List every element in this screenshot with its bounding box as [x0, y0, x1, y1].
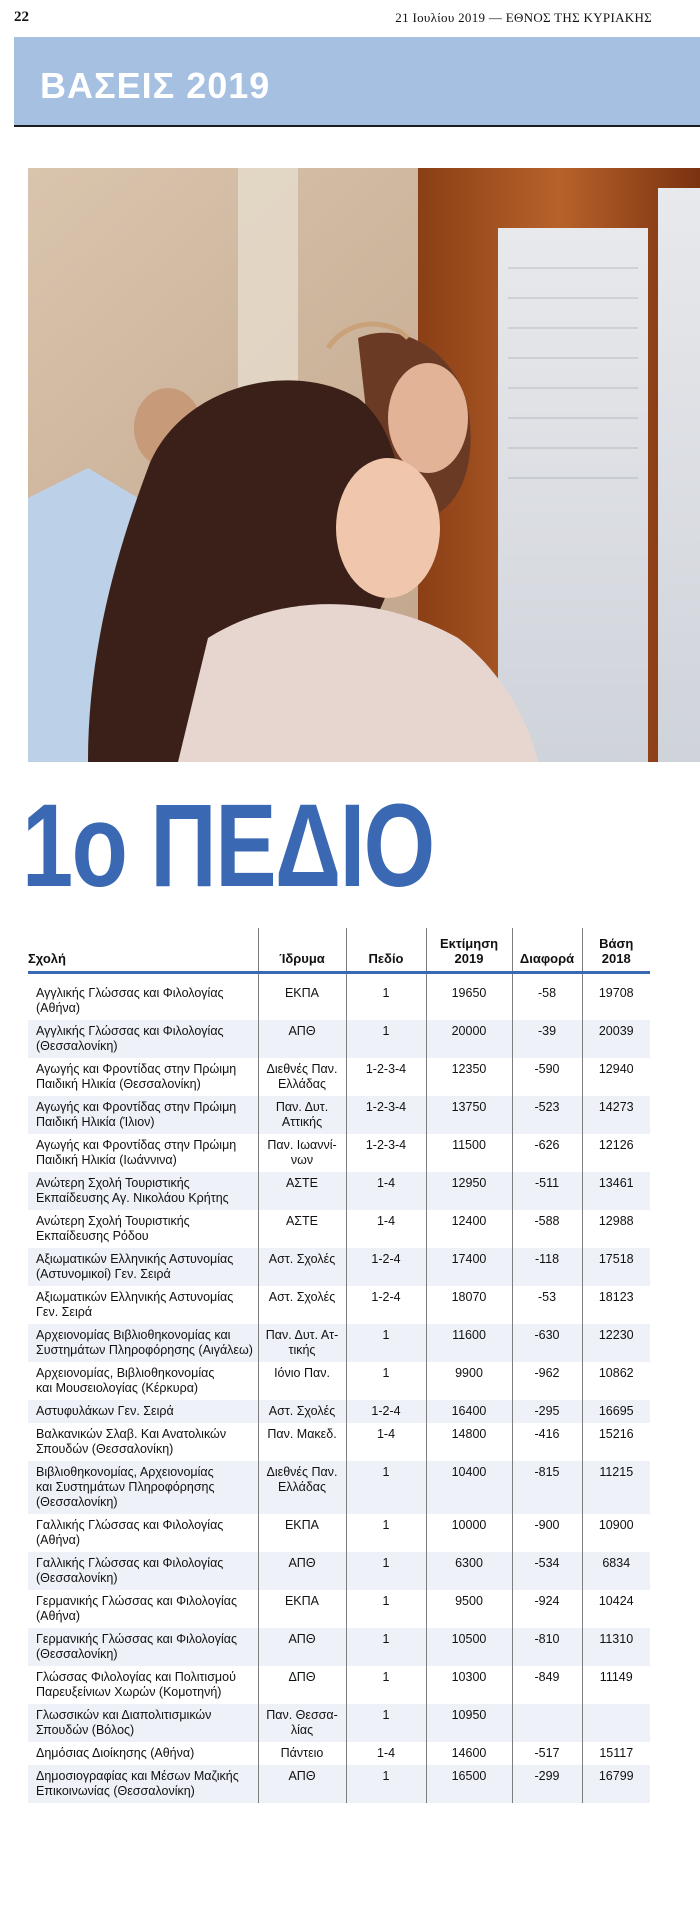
- institution-cell: ΑΠΘ: [258, 1020, 346, 1058]
- estimate-cell: 9900: [426, 1362, 512, 1400]
- institution-cell: Παν. Ιωαννί- νων: [258, 1134, 346, 1172]
- estimate-cell: 6300: [426, 1552, 512, 1590]
- difference-cell: -810: [512, 1628, 582, 1666]
- field-cell: 1: [346, 1666, 426, 1704]
- table-row: [28, 1210, 650, 1248]
- estimate-cell: 10500: [426, 1628, 512, 1666]
- table-row: [28, 1362, 650, 1400]
- table-row: [28, 1134, 650, 1172]
- school-cell: Αξιωματικών Ελληνικής Αστυνομίας (Αστυνομικοί) Γεν. Σειρά: [28, 1248, 258, 1286]
- field-cell: 1-4: [346, 1423, 426, 1461]
- school-cell: Βαλκανικών Σλαβ. Και Ανατολικών Σπουδών (Θεσσαλονίκη): [36, 1427, 227, 1456]
- institution-cell: ΑΠΘ: [258, 1628, 346, 1666]
- estimate-cell: 12400: [426, 1210, 512, 1248]
- table-header-row: [28, 928, 650, 973]
- base-cell: 14273: [582, 1096, 650, 1134]
- table-row: [28, 1590, 650, 1628]
- difference-cell: -962: [512, 1362, 582, 1400]
- bases-table: [28, 928, 650, 1803]
- institution-cell: ΔΠΘ: [258, 1666, 346, 1704]
- field-cell: 1: [346, 1765, 426, 1803]
- field-cell: 1-4: [346, 1172, 426, 1210]
- field-cell: 1: [346, 1324, 426, 1362]
- base-cell: 11215: [582, 1461, 650, 1514]
- base-cell: 12126: [582, 1134, 650, 1172]
- base-cell: [582, 1704, 650, 1742]
- table-row: [28, 1704, 650, 1742]
- table-row: [28, 1096, 650, 1134]
- base-cell: 12230: [582, 1324, 650, 1362]
- banner-title: ΒΑΣΕΙΣ 2019: [40, 65, 271, 106]
- difference-cell: -299: [512, 1765, 582, 1803]
- estimate-cell: 11600: [426, 1324, 512, 1362]
- institution-cell: ΑΣΤΕ: [258, 1210, 346, 1248]
- institution-cell: Παν. Δυτ. Ατ- τικής: [258, 1324, 346, 1362]
- field-cell: 1-2-4: [346, 1248, 426, 1286]
- difference-cell: -588: [512, 1210, 582, 1248]
- difference-cell: -534: [512, 1552, 582, 1590]
- field-cell: 1: [346, 1461, 426, 1514]
- difference-cell: -118: [512, 1248, 582, 1286]
- institution-cell: ΕΚΠΑ: [258, 1514, 346, 1552]
- table-row: [28, 1423, 650, 1461]
- difference-cell: -416: [512, 1423, 582, 1461]
- base-cell: 20039: [582, 1020, 650, 1058]
- table-row: [28, 1020, 650, 1058]
- estimate-cell: 17400: [426, 1248, 512, 1286]
- institution-cell: ΑΣΤΕ: [258, 1172, 346, 1210]
- difference-cell: -849: [512, 1666, 582, 1704]
- field-cell: 1: [346, 1590, 426, 1628]
- institution-cell: Αστ. Σχολές: [258, 1248, 346, 1286]
- table-row: [28, 1765, 650, 1803]
- col-institution-header: Ίδρυμα: [258, 928, 346, 973]
- difference-cell: -39: [512, 1020, 582, 1058]
- estimate-cell: 14600: [426, 1742, 512, 1765]
- base-cell: 15117: [582, 1742, 650, 1765]
- school-cell: Αξιωματικών Ελληνικής Αστυνομίας Γεν. Σειρά: [36, 1290, 234, 1319]
- field-cell: 1-2-4: [346, 1400, 426, 1423]
- estimate-cell: 13750: [426, 1096, 512, 1134]
- estimate-cell: 11500: [426, 1134, 512, 1172]
- table-body: [28, 973, 650, 1804]
- base-cell: 19708: [582, 973, 650, 1021]
- institution-cell: Παν. Θεσσα- λίας: [258, 1704, 346, 1742]
- field-title: 1ο ΠΕΔΙΟ: [22, 780, 434, 912]
- base-cell: 11310: [582, 1628, 650, 1666]
- table-row: [28, 1514, 650, 1552]
- field-cell: 1: [346, 1362, 426, 1400]
- table-row: [28, 1248, 650, 1286]
- field-cell: 1: [346, 1514, 426, 1552]
- title-banner: [14, 37, 700, 127]
- institution-cell: ΕΚΠΑ: [258, 973, 346, 1021]
- school-cell: Ανώτερη Σχολή Τουριστικής Εκπαίδευσης Ρόδου: [36, 1214, 190, 1243]
- base-cell: 11149: [582, 1666, 650, 1704]
- col-estimate-header: Εκτίμηση 2019: [426, 928, 512, 973]
- school-cell: Ανώτερη Σχολή Τουριστικής Εκπαίδευσης Αγ. Νικολάου Κρήτης: [28, 1172, 258, 1210]
- field-cell: 1: [346, 1628, 426, 1666]
- table-row: [28, 1058, 650, 1096]
- col-field-header: Πεδίο: [346, 928, 426, 973]
- col-school-header: Σχολή: [28, 928, 258, 973]
- school-cell: Γερμανικής Γλώσσας και Φιλολογίας (Θεσσαλονίκη): [28, 1628, 258, 1666]
- estimate-cell: 18070: [426, 1286, 512, 1324]
- field-cell: 1: [346, 1020, 426, 1058]
- difference-cell: -58: [512, 973, 582, 1021]
- base-cell: 10424: [582, 1590, 650, 1628]
- col-base-header: Βάση 2018: [582, 928, 650, 973]
- base-cell: 10862: [582, 1362, 650, 1400]
- table-row: [28, 1172, 650, 1210]
- institution-cell: Αστ. Σχολές: [258, 1286, 346, 1324]
- school-cell: Αγγλικής Γλώσσας και Φιλολογίας (Αθήνα): [36, 986, 224, 1015]
- base-cell: 16799: [582, 1765, 650, 1803]
- institution-cell: ΑΠΘ: [258, 1765, 346, 1803]
- estimate-cell: 16500: [426, 1765, 512, 1803]
- school-cell: Αγωγής και Φροντίδας στην Πρώιμη Παιδική Ηλικία (Ιωάννινα): [36, 1138, 237, 1167]
- base-cell: 10900: [582, 1514, 650, 1552]
- institution-cell: Διεθνές Παν. Ελλάδας: [258, 1058, 346, 1096]
- school-cell: Γλώσσας Φιλολογίας και Πολιτισμού Παρευξείνιων Χωρών (Κομοτηνή): [36, 1670, 236, 1699]
- institution-cell: ΕΚΠΑ: [258, 1590, 346, 1628]
- difference-cell: -295: [512, 1400, 582, 1423]
- institution-cell: ΑΠΘ: [258, 1552, 346, 1590]
- base-cell: 16695: [582, 1400, 650, 1423]
- school-cell: Δημοσιογραφίας και Μέσων Μαζικής Επικοινωνίας (Θεσσαλονίκη): [28, 1765, 258, 1803]
- estimate-cell: 10950: [426, 1704, 512, 1742]
- estimate-cell: 10400: [426, 1461, 512, 1514]
- school-cell: Αγγλικής Γλώσσας και Φιλολογίας (Θεσσαλονίκη): [28, 1020, 258, 1058]
- field-cell: 1-2-3-4: [346, 1058, 426, 1096]
- institution-cell: Παν. Μακεδ.: [258, 1423, 346, 1461]
- table-row: [28, 1461, 650, 1514]
- base-cell: 15216: [582, 1423, 650, 1461]
- table-row: [28, 1666, 650, 1704]
- school-cell: Γαλλικής Γλώσσας και Φιλολογίας (Αθήνα): [36, 1518, 224, 1547]
- page-number: 22: [14, 9, 29, 25]
- students-photo: [28, 168, 700, 762]
- difference-cell: -900: [512, 1514, 582, 1552]
- school-cell: Αρχειονομίας, Βιβλιοθηκονομίας και Μουσειολογίας (Κέρκυρα): [36, 1366, 215, 1395]
- difference-cell: -517: [512, 1742, 582, 1765]
- table-row: [28, 1286, 650, 1324]
- school-cell: Γαλλικής Γλώσσας και Φιλολογίας (Θεσσαλονίκη): [28, 1552, 258, 1590]
- difference-cell: -523: [512, 1096, 582, 1134]
- table-row: [28, 1628, 650, 1666]
- school-cell: Γλωσσικών και Διαπολιτισμικών Σπουδών (Βόλος): [28, 1704, 258, 1742]
- institution-cell: Διεθνές Παν. Ελλάδας: [258, 1461, 346, 1514]
- school-cell: Αγωγής και Φροντίδας στην Πρώιμη Παιδική Ηλικία (Ίλιον): [28, 1096, 258, 1134]
- base-cell: 12988: [582, 1210, 650, 1248]
- difference-cell: -626: [512, 1134, 582, 1172]
- estimate-cell: 12950: [426, 1172, 512, 1210]
- base-cell: 13461: [582, 1172, 650, 1210]
- estimate-cell: 14800: [426, 1423, 512, 1461]
- estimate-cell: 16400: [426, 1400, 512, 1423]
- field-cell: 1-2-4: [346, 1286, 426, 1324]
- school-cell: Δημόσιας Διοίκησης (Αθήνα): [36, 1746, 195, 1760]
- table-row: [28, 1742, 650, 1765]
- issue-line: 21 Ιουλίου 2019 — ΕΘΝΟΣ ΤΗΣ ΚΥΡΙΑΚΗΣ: [395, 10, 652, 25]
- estimate-cell: 20000: [426, 1020, 512, 1058]
- difference-cell: -511: [512, 1172, 582, 1210]
- base-cell: 18123: [582, 1286, 650, 1324]
- col-difference-header: Διαφορά: [512, 928, 582, 973]
- institution-cell: Ιόνιο Παν.: [258, 1362, 346, 1400]
- field-cell: 1-2-3-4: [346, 1096, 426, 1134]
- institution-cell: Παν. Δυτ. Αττικής: [258, 1096, 346, 1134]
- base-cell: 12940: [582, 1058, 650, 1096]
- field-cell: 1: [346, 1704, 426, 1742]
- estimate-cell: 12350: [426, 1058, 512, 1096]
- base-cell: 6834: [582, 1552, 650, 1590]
- estimate-cell: 10000: [426, 1514, 512, 1552]
- estimate-cell: 10300: [426, 1666, 512, 1704]
- school-cell: Γερμανικής Γλώσσας και Φιλολογίας (Αθήνα): [36, 1594, 237, 1623]
- table-row: [28, 1552, 650, 1590]
- estimate-cell: 19650: [426, 973, 512, 1021]
- difference-cell: -53: [512, 1286, 582, 1324]
- difference-cell: -924: [512, 1590, 582, 1628]
- field-cell: 1: [346, 1552, 426, 1590]
- difference-cell: -590: [512, 1058, 582, 1096]
- school-cell: Αρχειονομίας Βιβλιοθηκονομίας και Συστημάτων Πληροφόρησης (Αιγάλεω): [28, 1324, 258, 1362]
- table-row: [28, 1324, 650, 1362]
- field-cell: 1: [346, 973, 426, 1021]
- base-cell: 17518: [582, 1248, 650, 1286]
- institution-cell: Πάντειο: [258, 1742, 346, 1765]
- field-cell: 1-4: [346, 1210, 426, 1248]
- estimate-cell: 9500: [426, 1590, 512, 1628]
- field-cell: 1-2-3-4: [346, 1134, 426, 1172]
- school-cell: Βιβλιοθηκονομίας, Αρχειονομίας και Συστημάτων Πληροφόρησης (Θεσσαλονίκη): [28, 1461, 258, 1514]
- difference-cell: [512, 1704, 582, 1742]
- table-row: [28, 973, 650, 1021]
- school-cell: Αγωγής και Φροντίδας στην Πρώιμη Παιδική Ηλικία (Θεσσαλονίκη): [36, 1062, 237, 1091]
- school-cell: Αστυφυλάκων Γεν. Σειρά: [28, 1400, 258, 1423]
- difference-cell: -630: [512, 1324, 582, 1362]
- table-row: [28, 1400, 650, 1423]
- field-cell: 1-4: [346, 1742, 426, 1765]
- page-header: [0, 0, 700, 34]
- institution-cell: Αστ. Σχολές: [258, 1400, 346, 1423]
- difference-cell: -815: [512, 1461, 582, 1514]
